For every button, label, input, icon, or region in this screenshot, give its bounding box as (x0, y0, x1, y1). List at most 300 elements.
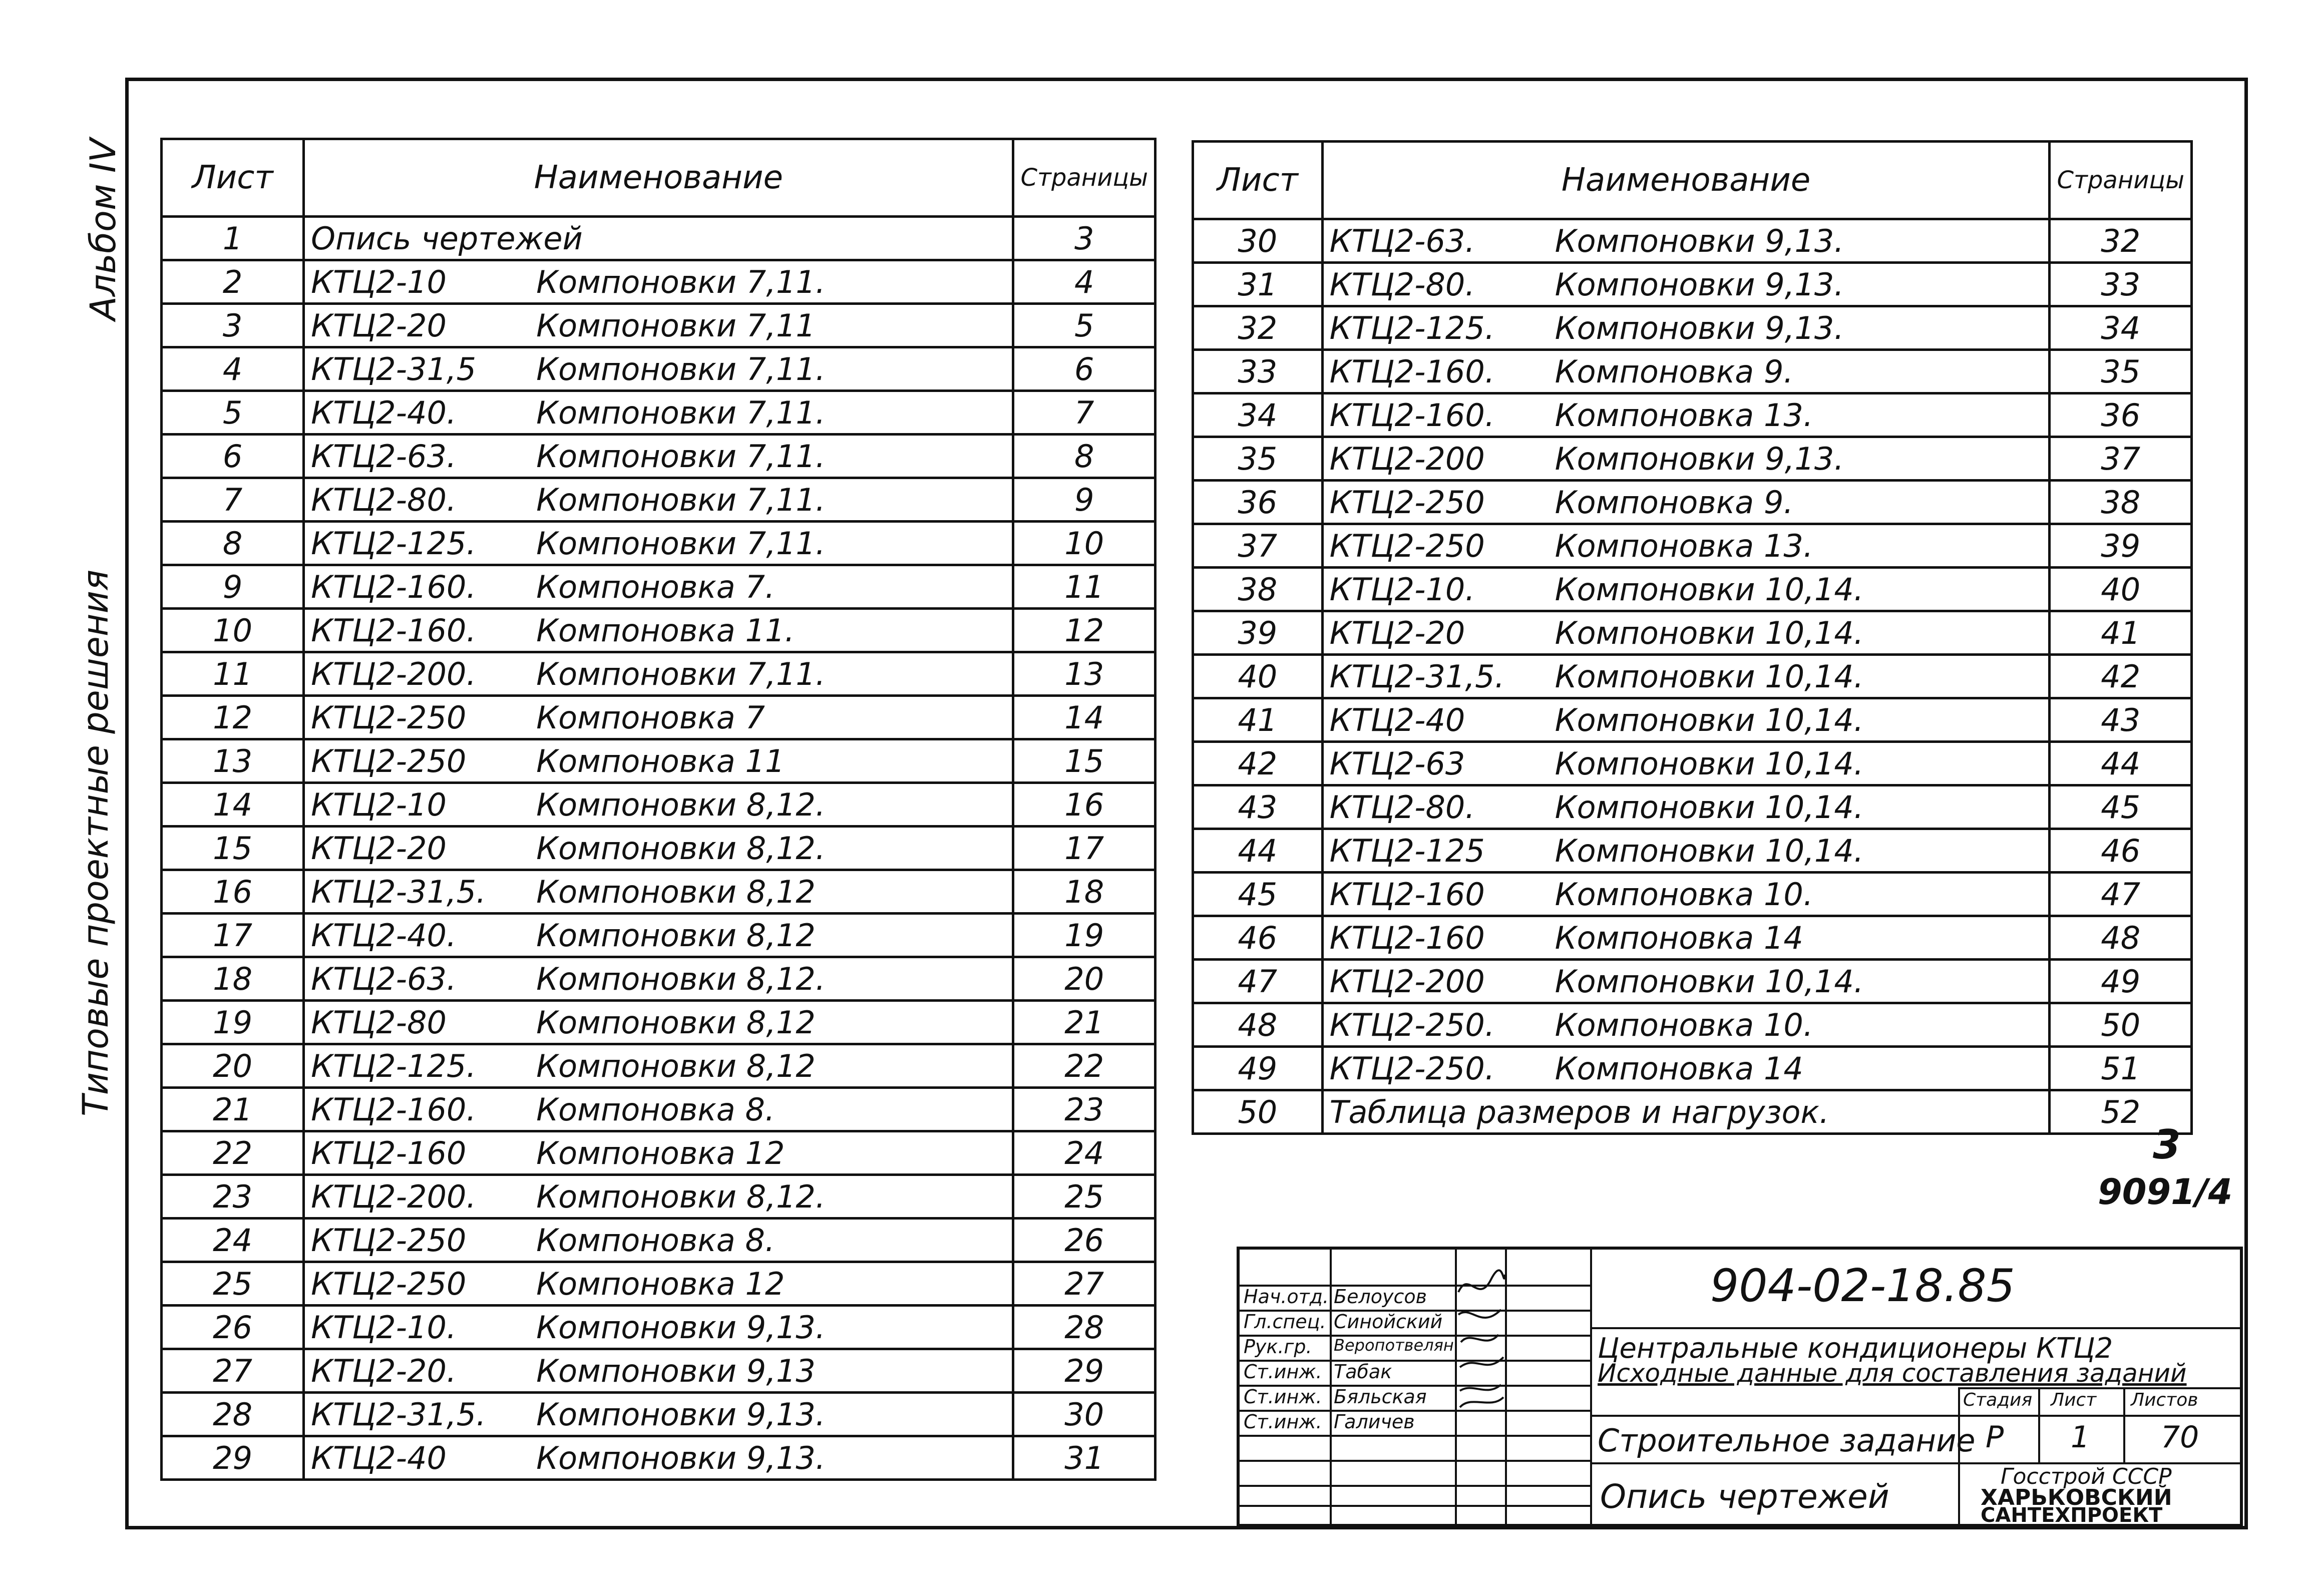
page-number: 52 (2050, 1090, 2192, 1134)
item-name (1322, 873, 2050, 916)
item-description: Компоновки 9,13 (536, 1352, 816, 1389)
sheet-number: 23 (162, 1175, 304, 1219)
page-number: 23 (1013, 1088, 1156, 1131)
item-description: Компоновка 10. (1555, 1006, 1813, 1043)
table-row (162, 870, 1156, 914)
item-description: Компоновки 9,13. (1555, 222, 1844, 259)
table-row (1193, 1047, 2192, 1090)
item-code: КТЦ2-10 (311, 786, 447, 823)
item-description: Компоновки 8,12. (536, 1178, 826, 1215)
item-name (304, 1044, 1013, 1088)
sheet-number: 5 (162, 391, 304, 435)
table-row (1193, 960, 2192, 1003)
right-list-table (1192, 140, 2193, 1135)
item-description: Компоновки 9,13. (536, 1396, 826, 1433)
item-name (1322, 698, 2050, 742)
sheet-number: 28 (162, 1393, 304, 1436)
sheet-number: 34 (1193, 393, 1323, 437)
item-code: КТЦ2-80. (311, 481, 457, 518)
item-code: КТЦ2-10 (311, 263, 447, 300)
table-row (1193, 263, 2192, 306)
item-description: Компоновки 10,14. (1555, 832, 1864, 869)
table-row (162, 260, 1156, 304)
sheet-number: 36 (1193, 481, 1323, 524)
table-row (1193, 1003, 2192, 1047)
page-number: 9 (1013, 478, 1156, 522)
item-description: Компоновки 7,11. (536, 525, 826, 562)
sheet-number: 26 (162, 1306, 304, 1349)
table-row (162, 827, 1156, 870)
page-number: 27 (1013, 1262, 1156, 1306)
page-number: 39 (2050, 524, 2192, 568)
item-code: КТЦ2-40 (311, 1439, 447, 1476)
item-description: Компоновки 8,12. (536, 960, 826, 997)
sheet-number: 25 (162, 1262, 304, 1306)
sheet-number: 40 (1193, 655, 1323, 698)
left-list-table (160, 138, 1157, 1481)
item-name (1322, 829, 2050, 873)
item-name (304, 1219, 1013, 1262)
title-line-2: Исходные данные для составления заданий (1598, 1359, 2187, 1388)
sheet-number: 33 (1193, 350, 1323, 393)
table-row (162, 1175, 1156, 1219)
item-code: КТЦ2-63. (311, 960, 457, 997)
item-name (304, 347, 1013, 391)
item-name (1322, 437, 2050, 481)
sheet-header: Лист (1193, 142, 1323, 219)
part-name: Строительное задание (1598, 1422, 1976, 1459)
role-2: Гл.спец. (1244, 1311, 1326, 1333)
item-name (1322, 1003, 2050, 1047)
drawing-name: Опись чертежей (1600, 1477, 1889, 1516)
sheet-number: 2 (162, 260, 304, 304)
item-code: КТЦ2-20 (311, 307, 447, 344)
item-description: Компоновка 10. (1555, 876, 1813, 913)
item-description: Компоновка 12 (536, 1134, 785, 1171)
item-name (1322, 568, 2050, 611)
sheet-number: 20 (162, 1044, 304, 1088)
item-code: КТЦ2-250 (1329, 484, 1485, 521)
table-row (1193, 306, 2192, 350)
item-code: КТЦ2-63. (1329, 222, 1475, 259)
item-code: КТЦ2-200 (1329, 440, 1485, 477)
item-code: КТЦ2-80 (311, 1004, 447, 1041)
page-number: 50 (2050, 1003, 2192, 1047)
sheet-number: 27 (162, 1349, 304, 1393)
sheet-number: 30 (1193, 219, 1323, 263)
item-description: Компоновки 7,11. (536, 438, 826, 475)
table-row (1193, 742, 2192, 785)
item-code: КТЦ2-125 (1329, 832, 1485, 869)
item-name (304, 914, 1013, 957)
item-description: Компоновка 14 (1555, 1050, 1803, 1087)
table-row (1193, 219, 2192, 263)
item-description: Компоновки 9,13. (536, 1439, 826, 1476)
sheet-number: 44 (1193, 829, 1323, 873)
pages-header: Страницы (1013, 139, 1156, 217)
item-code: КТЦ2-31,5. (311, 1396, 486, 1433)
item-description: Компоновка 8. (536, 1091, 775, 1128)
organization-line-1: Госстрой СССР (2001, 1464, 2172, 1489)
item-code: КТЦ2-31,5. (1329, 658, 1505, 695)
sheet-number: 38 (1193, 568, 1323, 611)
album-label: Альбом IV (83, 138, 124, 320)
table-row (162, 347, 1156, 391)
page-number: 25 (1013, 1175, 1156, 1219)
item-code: КТЦ2-160. (1329, 396, 1495, 434)
item-description: Компоновка 7 (536, 699, 765, 736)
table-row (162, 739, 1156, 783)
page-number: 26 (1013, 1219, 1156, 1262)
item-code: Таблица размеров и нагрузок. (1329, 1093, 1829, 1130)
page-number: 37 (2050, 437, 2192, 481)
item-name (1322, 1090, 2050, 1134)
item-name (304, 1175, 1013, 1219)
item-description: Компоновки 7,11. (536, 655, 826, 692)
item-description: Компоновка 9. (1555, 353, 1794, 390)
item-code: КТЦ2-80. (1329, 788, 1475, 826)
page-number: 43 (2050, 698, 2192, 742)
item-code: КТЦ2-250 (311, 1265, 467, 1302)
sheets-label: Листов (2131, 1390, 2198, 1410)
page-number: 20 (1013, 957, 1156, 1001)
sheet-number: 31 (1193, 263, 1323, 306)
item-name (1322, 393, 2050, 437)
item-code: КТЦ2-40. (311, 917, 457, 954)
item-description: Компоновка 11. (536, 612, 795, 649)
item-code: КТЦ2-63 (1329, 745, 1465, 782)
item-code: КТЦ2-31,5. (311, 873, 486, 910)
item-name (304, 783, 1013, 827)
sheet-number: 29 (162, 1436, 304, 1480)
table-row (162, 1219, 1156, 1262)
role-1: Нач.отд. (1244, 1286, 1329, 1308)
page-number: 11 (1013, 565, 1156, 609)
item-name (1322, 219, 2050, 263)
table-row (162, 914, 1156, 957)
item-code: КТЦ2-40 (1329, 701, 1465, 738)
item-code: КТЦ2-250 (311, 699, 467, 736)
item-description: Компоновки 9,13. (1555, 440, 1844, 477)
sheet-number: 46 (1193, 916, 1323, 960)
table-row (162, 435, 1156, 478)
table-row (162, 1349, 1156, 1393)
table-row (162, 957, 1156, 1001)
item-name (1322, 611, 2050, 655)
item-description: Компоновки 10,14. (1555, 745, 1864, 782)
item-name (304, 1349, 1013, 1393)
table-row (1193, 698, 2192, 742)
item-name (304, 435, 1013, 478)
page-number: 7 (1013, 391, 1156, 435)
item-name (1322, 306, 2050, 350)
item-name (304, 1393, 1013, 1436)
table-row (162, 391, 1156, 435)
title-block (1237, 1247, 2243, 1527)
sheet-number: 21 (162, 1088, 304, 1131)
item-description: Компоновки 8,12 (536, 1004, 816, 1041)
sheet-number: 9 (162, 565, 304, 609)
page-number: 15 (1013, 739, 1156, 783)
signature-1 (1458, 1270, 1505, 1292)
sheet-number: 16 (162, 870, 304, 914)
item-name (304, 696, 1013, 739)
item-name (304, 1088, 1013, 1131)
sheet-number: 37 (1193, 524, 1323, 568)
organization-line-2: ХАРЬКОВСКИЙ (1981, 1485, 2172, 1510)
item-name (304, 565, 1013, 609)
table-row (1193, 785, 2192, 829)
page-number: 21 (1013, 1001, 1156, 1044)
title-line-1: Центральные кондиционеры КТЦ2 (1598, 1332, 2113, 1365)
signature-5 (1460, 1385, 1501, 1391)
page-number: 24 (1013, 1131, 1156, 1175)
table-row (1193, 829, 2192, 873)
sheet-number: 12 (162, 696, 304, 739)
item-name (1322, 785, 2050, 829)
page-number: 8 (1013, 435, 1156, 478)
table-row (162, 1131, 1156, 1175)
item-description: Компоновки 10,14. (1555, 571, 1864, 608)
name-6: Галичев (1334, 1411, 1415, 1433)
page-number: 16 (1013, 783, 1156, 827)
name-header: Наименование (304, 139, 1013, 217)
item-name (304, 217, 1013, 260)
page-number: 40 (2050, 568, 2192, 611)
sheet-number: 32 (1193, 306, 1323, 350)
page-number: 48 (2050, 916, 2192, 960)
item-code: КТЦ2-63. (311, 438, 457, 475)
page-number: 41 (2050, 611, 2192, 655)
table-row (162, 478, 1156, 522)
item-code: КТЦ2-200 (1329, 963, 1485, 1000)
sheet-number: 47 (1193, 960, 1323, 1003)
signature-4 (1460, 1357, 1503, 1367)
table-row (162, 1436, 1156, 1480)
sheet-number: 3 (162, 304, 304, 347)
item-description: Компоновки 9,13. (1555, 309, 1844, 346)
sheet-number: 43 (1193, 785, 1323, 829)
table-row (1193, 481, 2192, 524)
document-number: 904-02-18.85 (1710, 1260, 2015, 1312)
item-description: Компоновки 10,14. (1555, 701, 1864, 738)
item-description: Компоновки 7,11. (536, 350, 826, 387)
item-name (304, 1131, 1013, 1175)
item-description: Компоновки 8,12 (536, 1047, 816, 1084)
page-number: 12 (1013, 609, 1156, 652)
page-number: 36 (2050, 393, 2192, 437)
table-row (162, 1088, 1156, 1131)
table-row (1193, 437, 2192, 481)
sheet-number: 42 (1193, 742, 1323, 785)
item-description: Компоновки 8,12. (536, 786, 826, 823)
item-code: КТЦ2-125. (311, 525, 477, 562)
item-name (1322, 524, 2050, 568)
item-code: Опись чертежей (311, 220, 583, 257)
item-description: Компоновка 7. (536, 568, 775, 605)
table-row (162, 1262, 1156, 1306)
sheets-value: 70 (2161, 1420, 2199, 1455)
role-5: Ст.инж. (1244, 1386, 1322, 1408)
item-code: КТЦ2-250. (1329, 1006, 1495, 1043)
sheet-number: 17 (162, 914, 304, 957)
item-name (1322, 481, 2050, 524)
table-row (162, 609, 1156, 652)
item-code: КТЦ2-160. (1329, 353, 1495, 390)
item-code: КТЦ2-20. (311, 1352, 457, 1389)
sheet-number: 18 (162, 957, 304, 1001)
item-description: Компоновки 8,12 (536, 873, 816, 910)
item-name (304, 1262, 1013, 1306)
table-row (162, 696, 1156, 739)
page-number: 33 (2050, 263, 2192, 306)
sheet-number: 48 (1193, 1003, 1323, 1047)
page-number: 46 (2050, 829, 2192, 873)
item-name (304, 870, 1013, 914)
item-description: Компоновки 10,14. (1555, 788, 1864, 826)
sheet-number: 39 (1193, 611, 1323, 655)
reference-number: 9091/4 (2098, 1171, 2233, 1213)
stage-value: Р (1986, 1420, 2004, 1455)
signature-6 (1460, 1397, 1503, 1407)
table-row (1193, 873, 2192, 916)
item-code: КТЦ2-10. (1329, 571, 1475, 608)
page-number: 30 (1013, 1393, 1156, 1436)
sheet-number: 50 (1193, 1090, 1323, 1134)
table-row (1193, 916, 2192, 960)
organization-line-3: САНТЕХПРОЕКТ (1981, 1504, 2163, 1527)
sheet-number: 14 (162, 783, 304, 827)
page-number: 5 (1013, 304, 1156, 347)
sheet-number: 7 (162, 478, 304, 522)
page-number: 34 (2050, 306, 2192, 350)
sheet-number: 19 (162, 1001, 304, 1044)
page-number: 18 (1013, 870, 1156, 914)
page-number: 17 (1013, 827, 1156, 870)
series-label: Типовые проектные решения (75, 569, 116, 1116)
item-description: Компоновки 9,13. (536, 1309, 826, 1346)
item-name (304, 957, 1013, 1001)
sheet-number: 45 (1193, 873, 1323, 916)
item-description: Компоновка 11 (536, 742, 785, 779)
stage-label: Стадия (1963, 1390, 2033, 1410)
table-row (162, 1393, 1156, 1436)
item-name (1322, 916, 2050, 960)
table-row (162, 304, 1156, 347)
item-code: КТЦ2-160 (311, 1134, 467, 1171)
sheet-value: 1 (2071, 1420, 2090, 1455)
item-code: КТЦ2-40. (311, 394, 457, 431)
name-1: Белоусов (1334, 1286, 1427, 1308)
page-number: 45 (2050, 785, 2192, 829)
sheet-number: 8 (162, 522, 304, 565)
sheet-number: 35 (1193, 437, 1323, 481)
sheet-number: 10 (162, 609, 304, 652)
page-number: 42 (2050, 655, 2192, 698)
page-number: 3 (2153, 1121, 2181, 1168)
page-number: 14 (1013, 696, 1156, 739)
sheet-number: 24 (162, 1219, 304, 1262)
table-row (162, 522, 1156, 565)
item-description: Компоновки 10,14. (1555, 658, 1864, 695)
item-description: Компоновки 9,13. (1555, 266, 1844, 303)
item-code: КТЦ2-250 (311, 1222, 467, 1259)
page-number: 31 (1013, 1436, 1156, 1480)
item-code: КТЦ2-10. (311, 1309, 457, 1346)
item-description: Компоновки 8,12. (536, 830, 826, 867)
item-code: КТЦ2-20 (1329, 614, 1465, 651)
item-name (304, 478, 1013, 522)
item-description: Компоновка 8. (536, 1222, 775, 1259)
role-3: Рук.гр. (1244, 1336, 1312, 1358)
table-row (162, 783, 1156, 827)
item-name (304, 652, 1013, 696)
item-name (304, 1001, 1013, 1044)
sheet-number: 13 (162, 739, 304, 783)
name-4: Табак (1334, 1361, 1392, 1383)
item-name (304, 827, 1013, 870)
role-6: Ст.инж. (1244, 1411, 1322, 1433)
sheet-number: 4 (162, 347, 304, 391)
item-code: КТЦ2-250 (311, 742, 467, 779)
pages-header: Страницы (2050, 142, 2192, 219)
item-code: КТЦ2-250 (1329, 527, 1485, 564)
item-name (304, 1436, 1013, 1480)
table-row (1193, 1090, 2192, 1134)
signatures (1456, 1260, 1506, 1410)
name-3: Веропотвелян (1334, 1336, 1454, 1355)
item-code: КТЦ2-160. (311, 612, 477, 649)
item-name (304, 1306, 1013, 1349)
sheet-number: 11 (162, 652, 304, 696)
item-code: КТЦ2-200. (311, 655, 477, 692)
page-number: 4 (1013, 260, 1156, 304)
name-header: Наименование (1322, 142, 2050, 219)
page-number: 19 (1013, 914, 1156, 957)
page-number: 38 (2050, 481, 2192, 524)
page-number: 3 (1013, 217, 1156, 260)
sheet-number: 15 (162, 827, 304, 870)
item-code: КТЦ2-125. (311, 1047, 477, 1084)
item-name (304, 739, 1013, 783)
item-code: КТЦ2-20 (311, 830, 447, 867)
table-row (1193, 568, 2192, 611)
item-description: Компоновки 7,11. (536, 394, 826, 431)
item-description: Компоновка 13. (1555, 396, 1813, 434)
table-row (162, 1044, 1156, 1088)
table-row (1193, 524, 2192, 568)
role-4: Ст.инж. (1244, 1361, 1322, 1383)
page-number: 28 (1013, 1306, 1156, 1349)
table-row (162, 652, 1156, 696)
item-description: Компоновки 7,11 (536, 307, 816, 344)
page-number: 22 (1013, 1044, 1156, 1088)
item-name (304, 391, 1013, 435)
item-description: Компоновки 8,12 (536, 917, 816, 954)
item-code: КТЦ2-200. (311, 1178, 477, 1215)
item-name (1322, 655, 2050, 698)
item-name (1322, 263, 2050, 306)
page-number: 6 (1013, 347, 1156, 391)
sheet-number: 6 (162, 435, 304, 478)
table-row (1193, 655, 2192, 698)
name-5: Бяльская (1334, 1386, 1427, 1408)
item-code: КТЦ2-160 (1329, 876, 1485, 913)
item-description: Компоновки 7,11. (536, 263, 826, 300)
table-row (1193, 611, 2192, 655)
item-name (304, 522, 1013, 565)
page-number: 29 (1013, 1349, 1156, 1393)
